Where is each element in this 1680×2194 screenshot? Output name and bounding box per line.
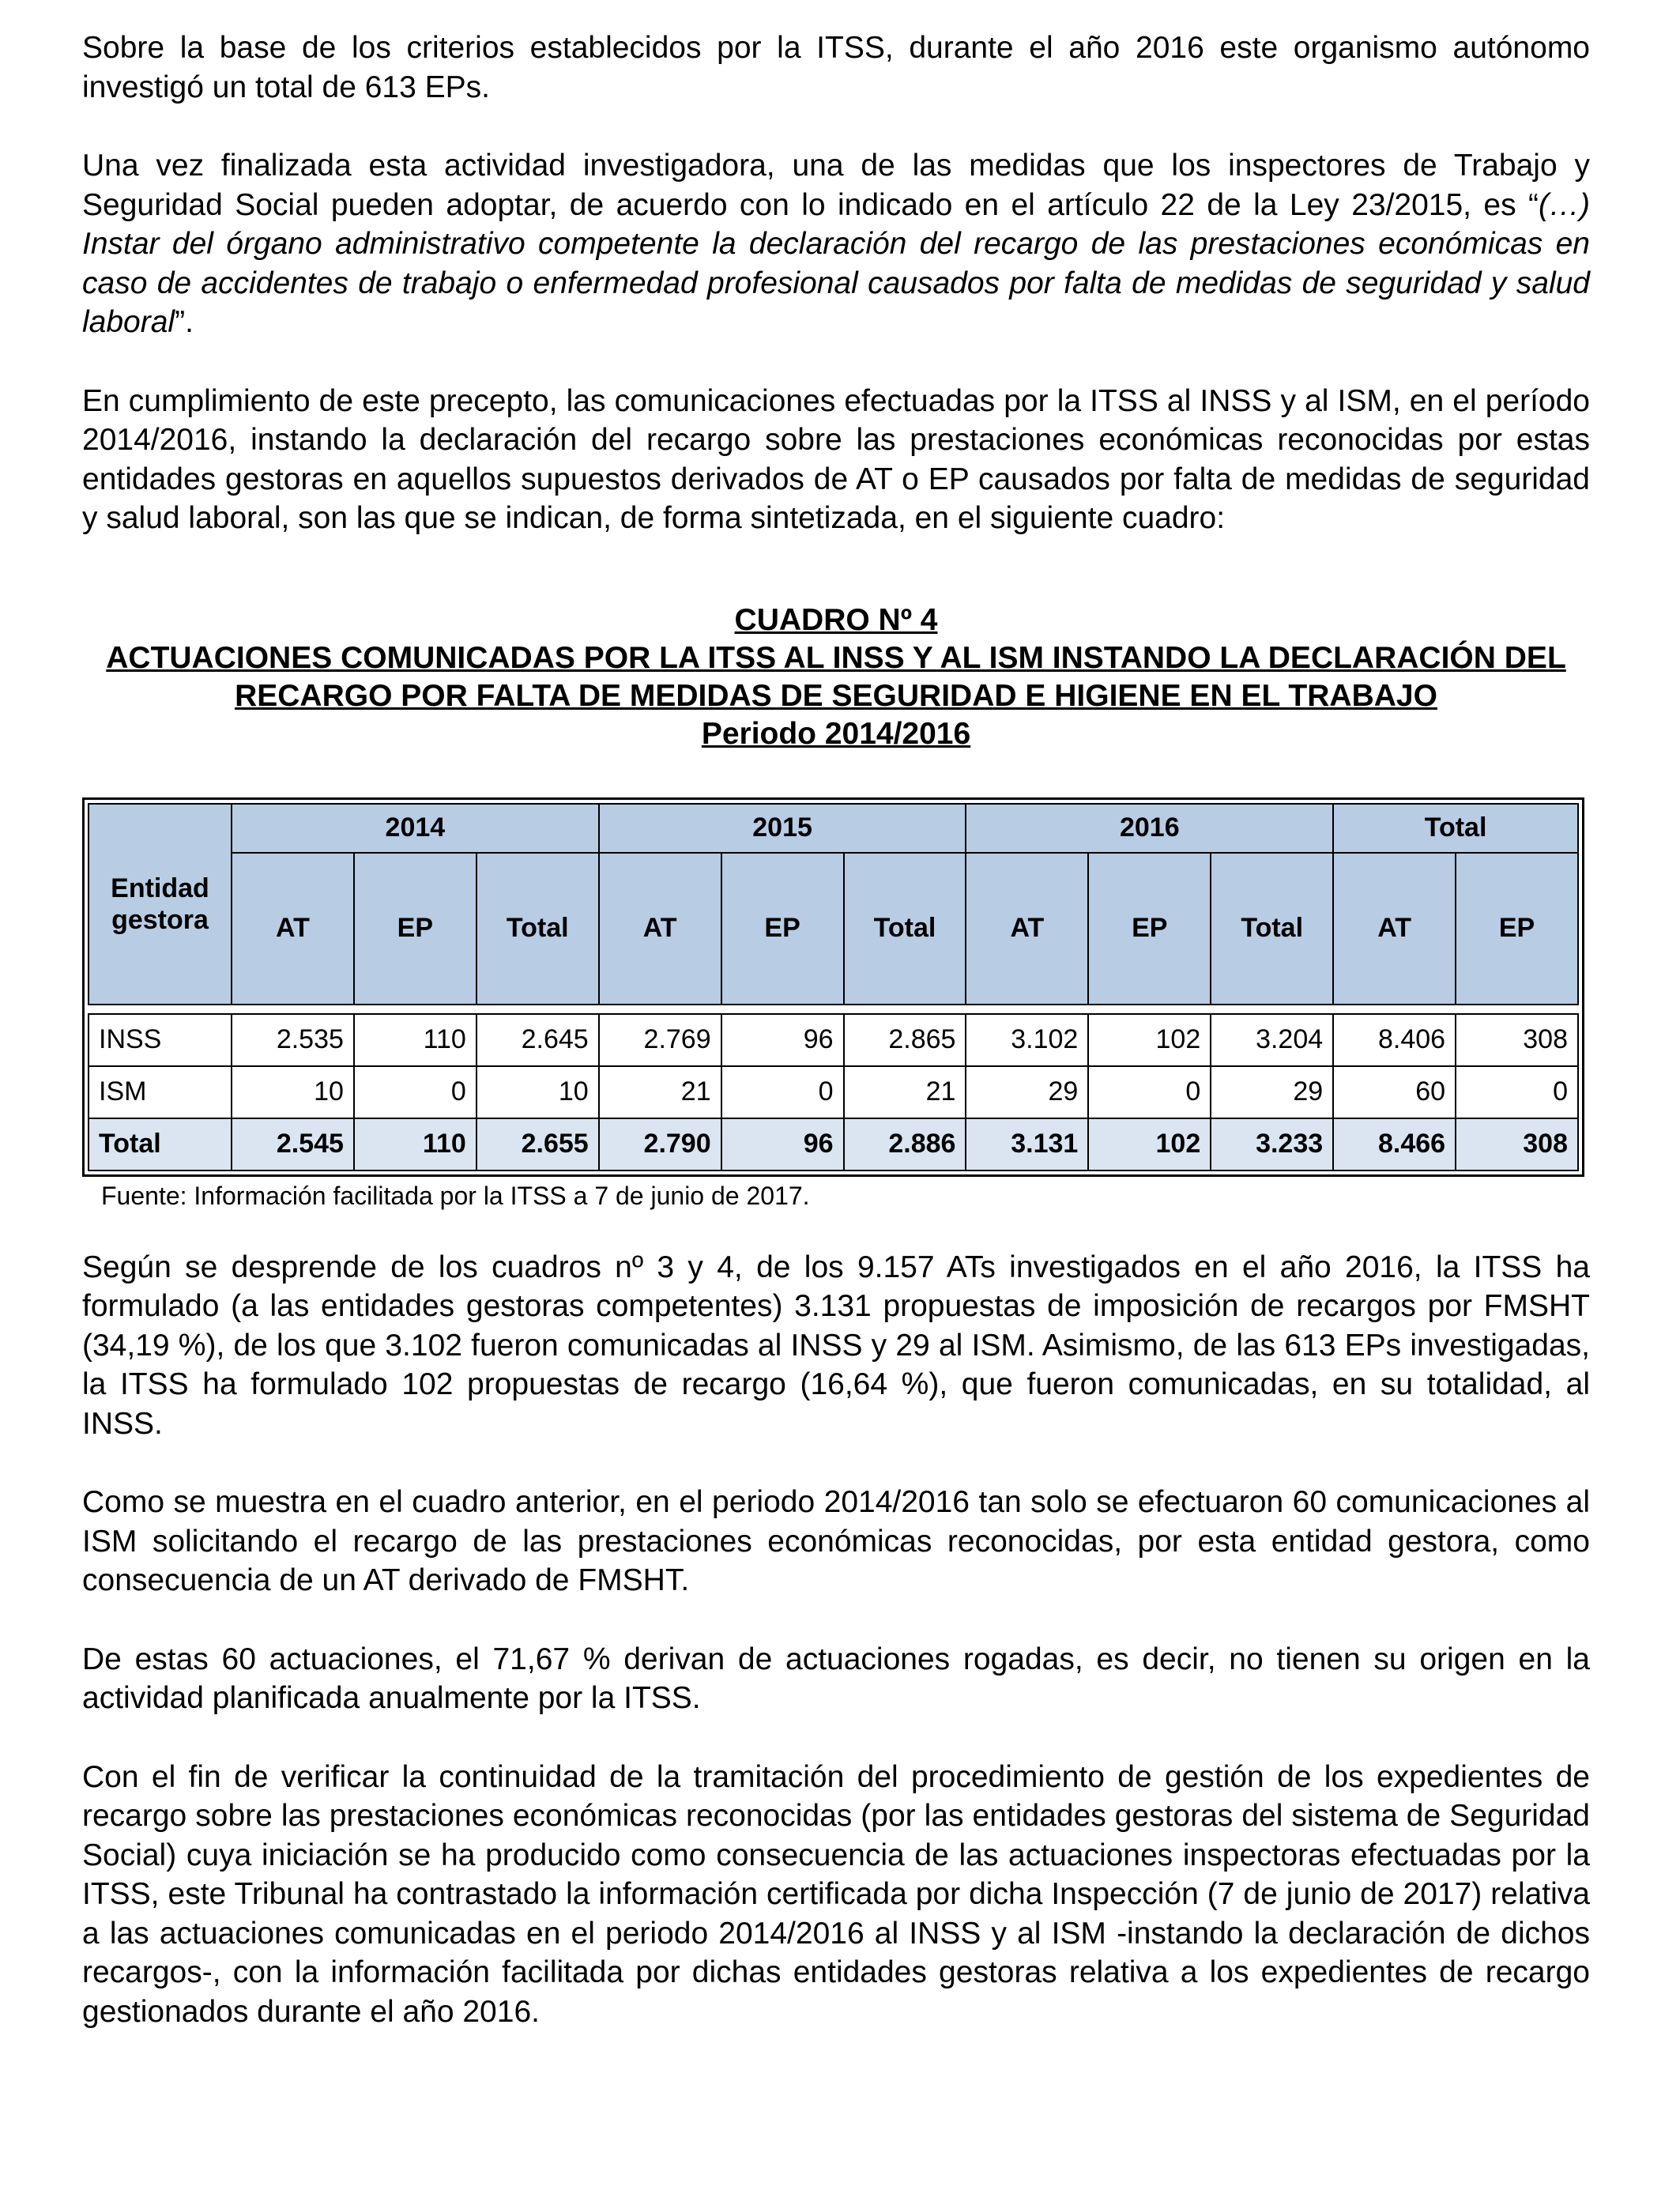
table-title — [82, 601, 1590, 753]
year-header-2016: 2016 — [966, 804, 1333, 853]
table-row — [89, 1014, 1578, 1066]
sub-header-total: Total — [477, 853, 599, 1005]
table-cell: 2.545 — [232, 1118, 354, 1171]
table-cell: 3.204 — [1211, 1014, 1333, 1066]
table-cell: 102 — [1088, 1118, 1211, 1171]
table-cell: 3.102 — [966, 1014, 1088, 1066]
table-cell: 2.865 — [844, 1014, 966, 1066]
sub-header-total: Total — [1211, 853, 1333, 1005]
table-cell: 3.233 — [1211, 1118, 1333, 1171]
paragraph-2-quote: (…) Instar del órgano administrativo competente la declaración del recargo de las prestaciones económicas en caso de accidentes de trabajo o enfermedad profesional causados por falta de medidas de seguridad y salud laboral — [82, 187, 1590, 339]
sub-header-total: Total — [844, 853, 966, 1005]
table-cell: 96 — [721, 1014, 844, 1066]
sub-header-ep: EP — [721, 853, 844, 1005]
sub-header-at: AT — [232, 853, 354, 1005]
table-cell: 21 — [844, 1066, 966, 1118]
paragraph-2-start: Una vez finalizada esta actividad investigadora, una de las medidas que los inspectores de Trabajo y Seguridad Social pueden adoptar, de acuerdo con lo indicado en el artículo 22 de la Ley 23/2015, es “ — [82, 149, 1590, 222]
table-cell: 110 — [354, 1118, 477, 1171]
table-cell: 2.769 — [599, 1014, 721, 1066]
table-cell: 2.886 — [844, 1118, 966, 1171]
table-cell: 8.466 — [1333, 1118, 1456, 1171]
sub-header-at: AT — [1333, 853, 1456, 1005]
table-row — [89, 1066, 1578, 1118]
total-row — [89, 1118, 1578, 1171]
table-cell: 0 — [1088, 1066, 1211, 1118]
paragraph-1: Sobre la base de los criterios establecidos por la ITSS, durante el año 2016 este organismo autónomo investigó un total de 613 EPs. — [82, 31, 1590, 104]
entity-header: Entidad gestora — [89, 804, 232, 1005]
table-cell: 110 — [354, 1014, 477, 1066]
table-cell: 8.406 — [1333, 1014, 1456, 1066]
table-cell: 60 — [1333, 1066, 1456, 1118]
table-cell: 29 — [1211, 1066, 1333, 1118]
table-cell: 0 — [354, 1066, 477, 1118]
table-cell: 3.131 — [966, 1118, 1088, 1171]
table-cell: 21 — [599, 1066, 721, 1118]
table-number: CUADRO Nº 4 — [734, 602, 938, 637]
data-table — [88, 803, 1579, 1171]
table-period: Periodo 2014/2016 — [701, 716, 971, 751]
table-cell: 10 — [477, 1066, 599, 1118]
row-label: INSS — [89, 1014, 232, 1066]
sub-header-ep: EP — [1088, 853, 1211, 1005]
table-heading: ACTUACIONES COMUNICADAS POR LA ITSS AL INSS Y AL ISM INSTANDO LA DECLARACIÓN DEL RECARGO POR FALTA DE MEDIDAS DE SEGURIDAD E HIGIENE EN EL TRABAJO — [106, 640, 1566, 713]
paragraph-2 — [82, 146, 1590, 342]
paragraph-4: Según se desprende de los cuadros nº 3 y 4, de los 9.157 ATs investigados en el año 2016, la ITSS ha formulado (a las entidades gestoras competentes) 3.131 propuestas de imposición de recargos por FMSHT (34,19 %), de los que 3.102 fueron comunicadas al INSS y 29 al ISM. Asimismo, de las 613 EPs investigadas, la ITSS ha formulado 102 propuestas de recargo (16,64 %), que fueron comunicadas, en su totalidad, al INSS. — [82, 1250, 1590, 1441]
sub-header-at: AT — [966, 853, 1088, 1005]
table-cell: 10 — [232, 1066, 354, 1118]
sub-header-at: AT — [599, 853, 721, 1005]
table-cell: 308 — [1456, 1014, 1578, 1066]
header-separator — [89, 1005, 1578, 1014]
table-cell: 2.790 — [599, 1118, 721, 1171]
data-table-frame — [82, 797, 1584, 1177]
table-cell: 2.535 — [232, 1014, 354, 1066]
paragraph-6: De estas 60 actuaciones, el 71,67 % derivan de actuaciones rogadas, es decir, no tienen su origen en la actividad planificada anualmente por la ITSS. — [82, 1642, 1590, 1715]
table-cell: 96 — [721, 1118, 844, 1171]
paragraph-3: En cumplimiento de este precepto, las comunicaciones efectuadas por la ITSS al INSS y al ISM, en el período 2014/2016, instando la declaración del recargo sobre las prestaciones económicas reconocidas por estas entidades gestoras en aquellos supuestos derivados de AT o EP causados por falta de medidas de seguridad y salud laboral, son las que se indican, de forma sintetizada, en el siguiente cuadro: — [82, 383, 1590, 535]
paragraph-7: Con el fin de verificar la continuidad de la tramitación del procedimiento de gestión de los expedientes de recargo sobre las prestaciones económicas reconocidas (por las entidades gestoras del sistema de Seguridad Social) cuya iniciación se ha producido como consecuencia de las actuaciones inspectoras efectuadas por la ITSS, este Tribunal ha contrastado la información certificada por dicha Inspección (7 de junio de 2017) relativa a las actuaciones comunicadas en el periodo 2014/2016 al INSS y al ISM -instando la declaración de dichos recargos-, con la información facilitada por dichas entidades gestoras relativa a los expedientes de recargo gestionados durante el año 2016. — [82, 1759, 1590, 2029]
row-label: ISM — [89, 1066, 232, 1118]
table-cell: 2.645 — [477, 1014, 599, 1066]
table-source: Fuente: Información facilitada por la ITSS a 7 de junio de 2017. — [101, 1181, 810, 1210]
paragraph-5: Como se muestra en el cuadro anterior, en el periodo 2014/2016 tan solo se efectuaron 60 comunicaciones al ISM solicitando el recargo de las prestaciones económicas reconocidas, por esta entidad gestora, como consecuencia de un AT derivado de FMSHT. — [82, 1485, 1590, 1597]
year-header-total: Total — [1333, 804, 1578, 853]
table-cell: 308 — [1456, 1118, 1578, 1171]
table-cell: 2.655 — [477, 1118, 599, 1171]
row-label: Total — [89, 1118, 232, 1171]
sub-header-ep: EP — [1456, 853, 1578, 1005]
year-header-2014: 2014 — [232, 804, 599, 853]
paragraph-2-end: ”. — [175, 305, 194, 339]
table-cell: 0 — [1456, 1066, 1578, 1118]
document-page — [82, 28, 1590, 2031]
year-header-2015: 2015 — [599, 804, 966, 853]
table-cell: 29 — [966, 1066, 1088, 1118]
table-cell: 102 — [1088, 1014, 1211, 1066]
sub-header-ep: EP — [354, 853, 477, 1005]
table-cell: 0 — [721, 1066, 844, 1118]
